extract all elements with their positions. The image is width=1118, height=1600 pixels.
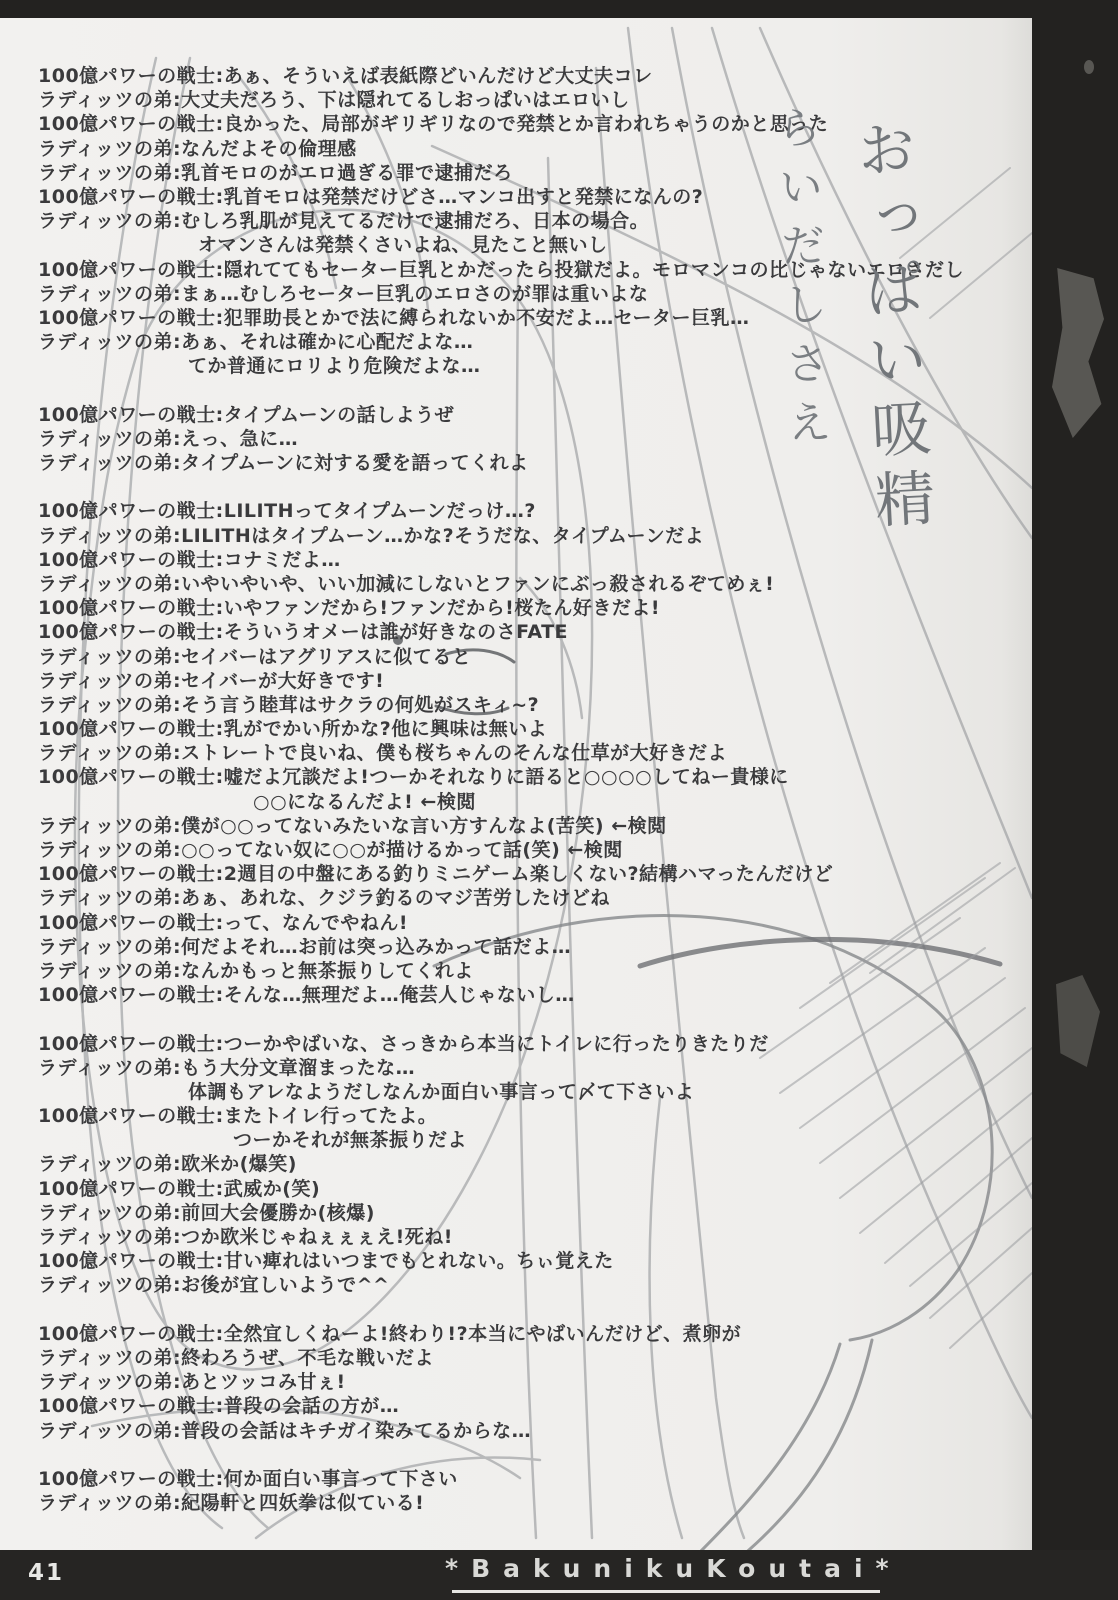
dialogue-line: オマンさんは発禁くさいよね、見たこと無いし bbox=[198, 234, 608, 257]
dialogue-line: ラディッツの弟:何だよそれ…お前は突っ込みかって話だよ… bbox=[38, 935, 572, 958]
dialogue-line: 体調もアレなようだしなんか面白い事言って〆て下さいよ bbox=[188, 1080, 695, 1103]
dialogue-line: ラディッツの弟:○○ってない奴に○○が描けるかって話(笑) ←検閲 bbox=[38, 839, 623, 861]
footer-title-underline bbox=[452, 1590, 880, 1593]
dialogue-line: ラディッツの弟:終わろうぜ、不毛な戦いだよ bbox=[38, 1346, 435, 1369]
scan-texture-patch bbox=[1052, 268, 1104, 438]
dialogue-line: つーかそれが無茶振りだよ bbox=[233, 1129, 468, 1152]
dialogue-line: ラディッツの弟:LILITHはタイプムーン…かな?そうだな、タイプムーンだよ bbox=[38, 524, 705, 547]
dialogue-line: 100億パワーの戦士:って、なんでやねん! bbox=[38, 911, 409, 934]
dialogue-line: ラディッツの弟:欧米か(爆笑) bbox=[38, 1153, 297, 1176]
dialogue-line: 100億パワーの戦士:乳がでかい所かな?他に興味は無いよ bbox=[38, 718, 548, 741]
dialogue-line: 100億パワーの戦士:2週目の中盤にある釣りミニゲーム楽しくない?結構ハマったんだけど bbox=[38, 863, 834, 886]
dialogue-line: ラディッツの弟:普段の会話はキチガイ染みてるからな… bbox=[38, 1419, 532, 1442]
dialogue-line bbox=[38, 1443, 1028, 1467]
dialogue-line bbox=[38, 1298, 1028, 1322]
dialogue-line: ラディッツの弟:僕が○○ってないみたいな言い方すんなよ(苦笑) ←検閲 bbox=[38, 814, 667, 837]
dialogue-line: てか普通にロリより危険だよな… bbox=[188, 355, 481, 378]
scan-texture-speck bbox=[1084, 60, 1094, 74]
dialogue-line bbox=[38, 1007, 1028, 1031]
dialogue-line: ラディッツの弟:お後が宜しいようで^^ bbox=[38, 1274, 390, 1297]
dialogue-line: 100億パワーの戦士:嘘だよ冗談だよ!つーかそれなりに語ると○○○○してねー貴様に bbox=[38, 766, 789, 789]
footer-title: *BakunikuKoutai* bbox=[445, 1554, 902, 1583]
dialogue-line: 100億パワーの戦士:隠れててもセーター巨乳とかだったら投獄だよ。モロマンコの比じゃないエロさだし bbox=[38, 258, 965, 281]
dialogue-line: 100億パワーの戦士:つーかやばいな、さっきから本当にトイレに行ったりきたりだ bbox=[38, 1032, 769, 1055]
dialogue-line: ラディッツの弟:あぁ、それは確かに心配だよな… bbox=[38, 331, 474, 354]
dialogue-line: ラディッツの弟:なんかもっと無茶振りしてくれよ bbox=[38, 959, 474, 982]
dialogue-line: ラディッツの弟:紀陽軒と四妖拳は似ている! bbox=[38, 1492, 425, 1515]
dialogue-line: ラディッツの弟:あとツッコみ甘ぇ! bbox=[38, 1371, 346, 1394]
dialogue-line: 100億パワーの戦士:犯罪助長とかで法に縛られないか不安だよ…セーター巨乳… bbox=[38, 306, 750, 329]
dialogue-line: 100億パワーの戦士:乳首モロは発禁だけどさ…マンコ出すと発禁になんの? bbox=[38, 185, 704, 208]
dialogue-line: ラディッツの弟:なんだよその倫理感 bbox=[38, 137, 357, 160]
dialogue-line: 100億パワーの戦士:コナミだよ… bbox=[38, 548, 341, 571]
dialogue-line: ラディッツの弟:もう大分文章溜まったな… bbox=[38, 1056, 416, 1079]
dialogue-line: ラディッツの弟:いやいやいや、いい加減にしないとファンにぶっ殺されるぞてめぇ! bbox=[38, 572, 775, 595]
dialogue-line: 100億パワーの戦士:武威か(笑) bbox=[38, 1177, 321, 1200]
dialogue-line: ラディッツの弟:そう言う睦茸はサクラの何処がスキィ~? bbox=[38, 693, 540, 716]
dialogue-line: 100億パワーの戦士:タイプムーンの話しようぜ bbox=[38, 403, 455, 426]
dialogue-line: 100億パワーの戦士:そういうオメーは誰が好きなのさFATE bbox=[38, 621, 569, 644]
dialogue-line: 100億パワーの戦士:またトイレ行ってたよ。 bbox=[38, 1105, 438, 1128]
dialogue-line: 100億パワーの戦士:いやファンだから!ファンだから!桜たん好きだよ! bbox=[38, 597, 660, 620]
dialogue-line: 100億パワーの戦士:甘い痺れはいつまでもとれない。ちぃ覚えた bbox=[38, 1250, 614, 1273]
dialogue-line: ラディッツの弟:むしろ乳肌が見えてるだけで逮捕だろ、日本の場合。 bbox=[38, 210, 650, 233]
footer-bar bbox=[0, 1550, 1118, 1600]
dialogue-line: ラディッツの弟:セイバーが大好きです! bbox=[38, 669, 385, 692]
dialogue-line: ラディッツの弟:大丈夫だろう、下は隠れてるしおっぱいはエロいし bbox=[38, 89, 630, 112]
dialogue-line: 100億パワーの戦士:良かった、局部がギリギリなので発禁とか言われちゃうのかと思った bbox=[38, 113, 829, 136]
dialogue-line: 100億パワーの戦士:全然宜しくねーよ!終わり!?本当にやばいんだけど、煮卵が bbox=[38, 1322, 742, 1345]
dialogue-line: ラディッツの弟:えっ、急に… bbox=[38, 427, 299, 450]
dialogue-line: ラディッツの弟:あぁ、あれな、クジラ釣るのマジ苦労したけどね bbox=[38, 887, 610, 910]
dialogue-line: ラディッツの弟:前回大会優勝か(核爆) bbox=[38, 1201, 375, 1224]
dialogue-line: ラディッツの弟:つか欧米じゃねぇぇぇえ!死ね! bbox=[38, 1226, 453, 1248]
dialogue-line: ラディッツの弟:乳首モロのがエロ過ぎる罪で逮捕だろ bbox=[38, 161, 513, 184]
dialogue-line: ラディッツの弟:ストレートで良いね、僕も桜ちゃんのそんな仕草が大好きだよ bbox=[38, 742, 728, 765]
page-number: 41 bbox=[28, 1560, 65, 1586]
handwritten-note-left-column: らいだしさえ bbox=[767, 103, 834, 459]
dialogue-line: 100億パワーの戦士:LILITHってタイプムーンだっけ…? bbox=[38, 500, 536, 523]
dialogue-line: 100億パワーの戦士:普段の会話の方が… bbox=[38, 1395, 400, 1418]
paper-area bbox=[0, 18, 1032, 1550]
dialogue-line: 100億パワーの戦士:そんな…無理だよ…俺芸人じゃないし… bbox=[38, 984, 575, 1007]
dialogue-line: ラディッツの弟:セイバーはアグリアスに似てると bbox=[38, 645, 472, 668]
dialogue-line: ラディッツの弟:タイプムーンに対する愛を語ってくれよ bbox=[38, 452, 529, 474]
dialogue-line: ラディッツの弟:まぁ…むしろセーター巨乳のエロさのが罪は重いよな bbox=[38, 282, 649, 305]
scan-top-border bbox=[0, 0, 1118, 18]
scan-texture-patch bbox=[1056, 975, 1100, 1067]
handwritten-note-right-column: おっぱい吸精 bbox=[845, 116, 937, 540]
dialogue-line: 100億パワーの戦士:何か面白い事言って下さい bbox=[38, 1467, 458, 1490]
dialogue-line: ○○になるんだよ! ←検閲 bbox=[253, 790, 476, 813]
dialogue-line: 100億パワーの戦士:あぁ、そういえば表紙際どいんだけど大丈夫コレ bbox=[38, 65, 653, 87]
scan-right-border bbox=[1032, 0, 1118, 1600]
